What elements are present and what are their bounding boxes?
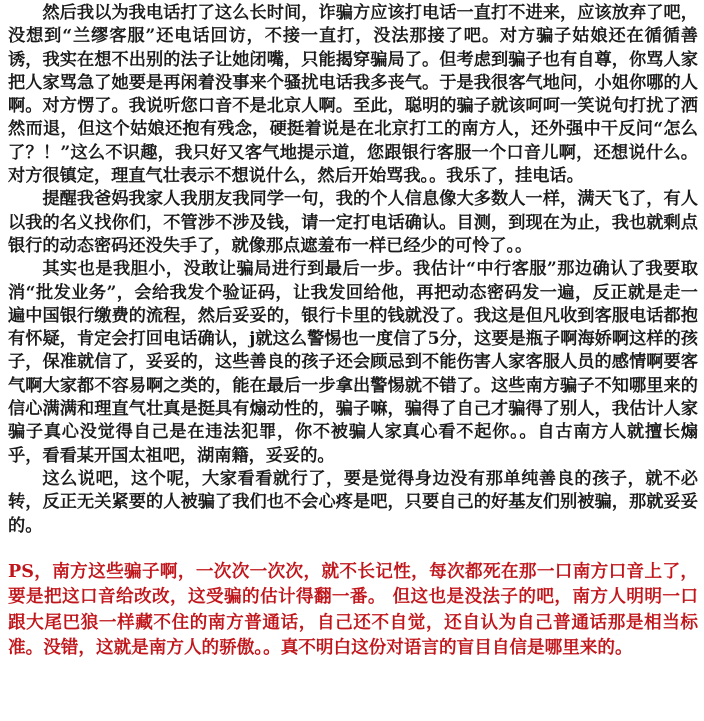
article-body	[8, 2, 698, 661]
paragraph-conclusion: 这么说吧，这个呢，大家看看就行了，要是觉得身边没有那单纯善良的孩子，就不必转，反正无关紧要的人被骗了我们也不会心疼是吧，只要自己的好基友们别被骗，那就妥妥的。	[8, 468, 698, 536]
paragraph-scam-call: 然后我以为我电话打了这么长时间，诈骗方应该打电话一直打不进来，应该放弃了吧，没想到“兰缪客服”还电话回访，不接一直打，没法那接了吧。对方骗子姑娘还在循循善诱，我实在想不出别的法子让她闭嘴，只能揭穿骗局了。但考虑到骗子也有自尊，你骂人家把人家骂急了她要是再闲着没事来个骚扰电话我多丧气。于是我很客气地问，小姐你哪的人啊。对方愣了。我说听您口音不是北京人啊。至此，聪明的骗子就该呵呵一笑说句打扰了洒然而退，但这个姑娘还抱有残念，硬挺着说是在北京打工的南方人，还外强中干反问“怎么了？！”这么不识趣，我只好又客气地提示道，您跟银行客服一个口音儿啊，还想说什么。对方很镇定，理直气壮表示不想说什么，然后开始骂我。。我乐了，挂电话。	[8, 3, 698, 187]
paragraph-reminder: 提醒我爸妈我家人我朋友我同学一句，我的个人信息像大多数人一样，满天飞了，有人以我的名义找你们，不管涉不涉及钱，请一定打电话确认。目测，到现在为止，我也就剩点银行的动态密码还没失手了，就像那点遮羞布一样已经少的可怜了。。	[8, 189, 698, 256]
postscript: PS，南方这些骗子啊，一次次一次次，就不长记性，每次都死在那一口南方口音上了，要是把这口音给改改，这受骗的估计得翻一番。 但这也是没法子的吧，南方人明明一口跟大尾巴狼一样藏不住的南方普通话，自己还不自觉，还自认为自己普通话那是相当标准。没错，这就是南方人的骄傲。。真不明白这份对语言的盲目自信是哪里来的。	[8, 560, 698, 659]
paragraph-analysis: 其实也是我胆小，没敢让骗局进行到最后一步。我估计“中行客服”那边确认了我要取消“批发业务”，会给我发个验证码，让我发回给他，再把动态密码发一遍，反正就是走一遍中国银行缴费的流程，然后妥妥的，银行卡里的钱就没了。我这是但凡收到客服电话都抱有怀疑，肯定会打回电话确认，j就这么警惕也一度信了5分，这要是瓶子啊海娇啊这样的孩子，保准就信了，妥妥的，这些善良的孩子还会顾忌到不能伤害人家客服人员的感情啊要客气啊大家都不容易啊之类的，能在最后一步拿出警惕就不错了。这些南方骗子不知哪里来的信心满满和理直气壮真是挺具有煽动性的，骗子嘛，骗得了自己才骗得了别人，我估计人家骗子真心没觉得自己是在违法犯罪，你不被骗人家真心看不起你。。自古南方人就擅长煽乎，看看某开国太祖吧，湖南籍，妥妥的。	[8, 259, 698, 466]
